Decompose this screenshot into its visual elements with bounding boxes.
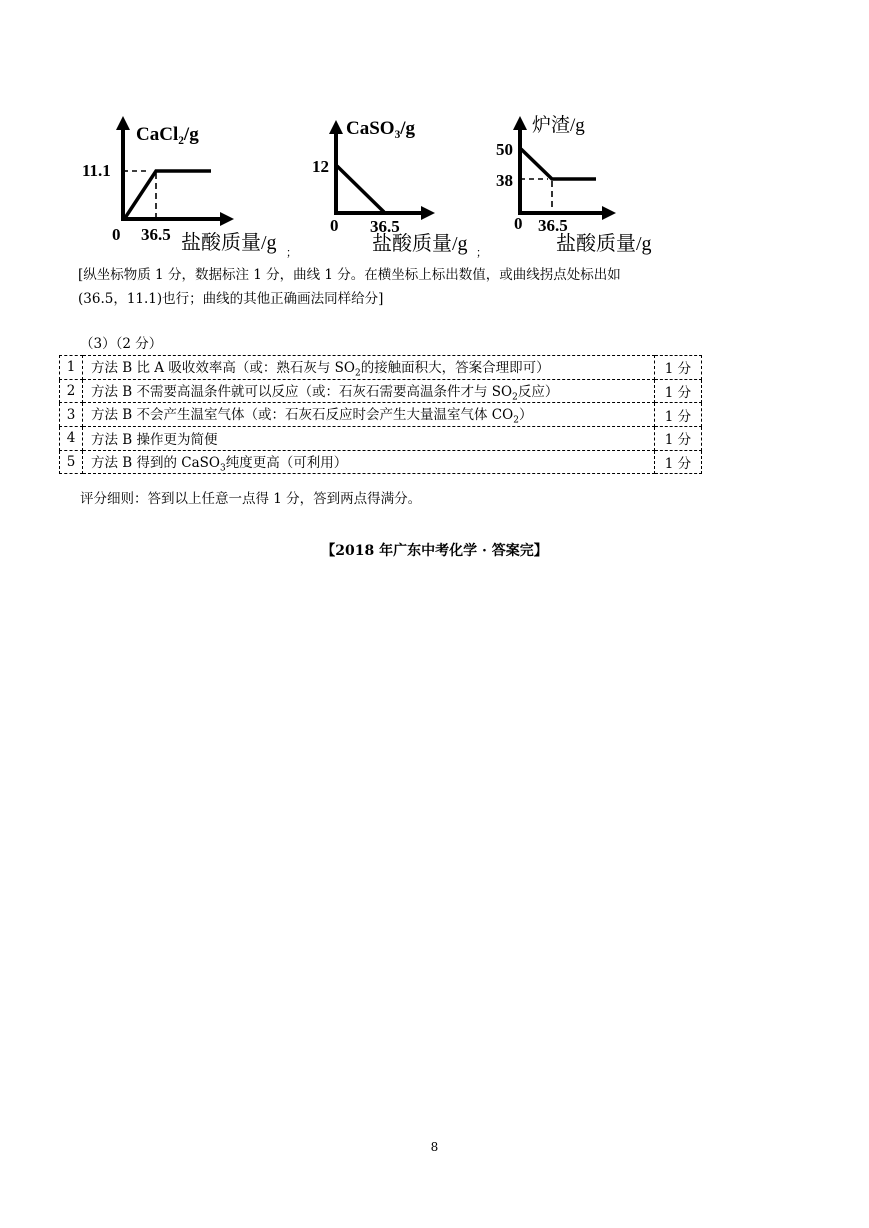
series-line — [125, 171, 211, 218]
x-axis-label: 盐酸质量/g — [181, 232, 277, 254]
x-tick-origin: 0 — [112, 225, 121, 244]
answer-text: 方法 B 得到的 CaSO$_3$纯度更高（可利用） — [83, 450, 655, 474]
chart-title: CaCl₂/g — [136, 124, 199, 145]
chart-caso3 — [312, 118, 487, 259]
x-tick-origin: 0 — [514, 214, 523, 233]
answer-text: 方法 B 比 A 吸收效率高（或：熟石灰与 $SO_2$的接触面积大，答案合理即可） — [83, 356, 655, 380]
chart-slag — [496, 114, 652, 255]
table-row — [60, 427, 702, 451]
section-heading: （3）（2 分） — [80, 336, 163, 352]
document-end-marker: 【2018 年广东中考化学 · 答案完】 — [321, 543, 548, 559]
separator: ； — [476, 247, 487, 259]
series-line — [337, 166, 384, 212]
x-axis-label: 盐酸质量/g — [556, 233, 652, 255]
answer-text: 方法 B 不需要高温条件就可以反应（或：石灰石需要高温条件才与 $SO_2$反应） — [83, 379, 655, 403]
x-tick-label: 36.5 — [141, 225, 171, 244]
row-score: 1 分 — [655, 403, 702, 427]
x-tick-label: 36.5 — [538, 216, 568, 235]
chart-cacl2 — [82, 116, 297, 259]
answer-text: 方法 B 不会产生温室气体（或：石灰石反应时会产生大量温室气体 $CO_2$） — [83, 403, 655, 427]
row-score: 1 分 — [655, 379, 702, 403]
answer-text: 方法 B 操作更为简便 — [83, 427, 655, 451]
table-row — [60, 379, 702, 403]
x-tick-label: 36.5 — [370, 217, 400, 236]
y-tick-label-bottom: 38 — [496, 171, 513, 190]
row-number: 4 — [60, 427, 83, 451]
table-row — [60, 356, 702, 380]
row-number: 3 — [60, 403, 83, 427]
scoring-note-line-2: (36.5，11.1)也行；曲线的其他正确画法同样给分] — [78, 291, 384, 307]
row-score: 1 分 — [655, 427, 702, 451]
scoring-note-line-1: [纵坐标物质 1 分，数据标注 1 分，曲线 1 分。在横坐标上标出数值，或曲线拐点处标出如 — [78, 267, 621, 283]
x-axis-label: 盐酸质量/g — [372, 233, 468, 255]
table-row — [60, 403, 702, 427]
row-number: 5 — [60, 450, 83, 474]
graphs-area — [0, 100, 869, 260]
chart-title: 炉渣/g — [532, 115, 585, 136]
separator: ； — [286, 247, 297, 259]
row-score: 1 分 — [655, 450, 702, 474]
x-tick-origin: 0 — [330, 216, 339, 235]
y-tick-label: 12 — [312, 157, 329, 176]
series-line — [521, 149, 596, 179]
y-tick-label-top: 50 — [496, 140, 513, 159]
table-row — [60, 450, 702, 474]
y-tick-label: 11.1 — [82, 161, 111, 180]
row-number: 1 — [60, 356, 83, 380]
page-number: 8 — [430, 1140, 439, 1154]
answer-table — [59, 355, 702, 474]
chart-title: CaSO₃/g — [346, 118, 416, 139]
grading-detail: 评分细则：答到以上任意一点得 1 分，答到两点得满分。 — [80, 491, 422, 507]
row-score: 1 分 — [655, 356, 702, 380]
row-number: 2 — [60, 379, 83, 403]
